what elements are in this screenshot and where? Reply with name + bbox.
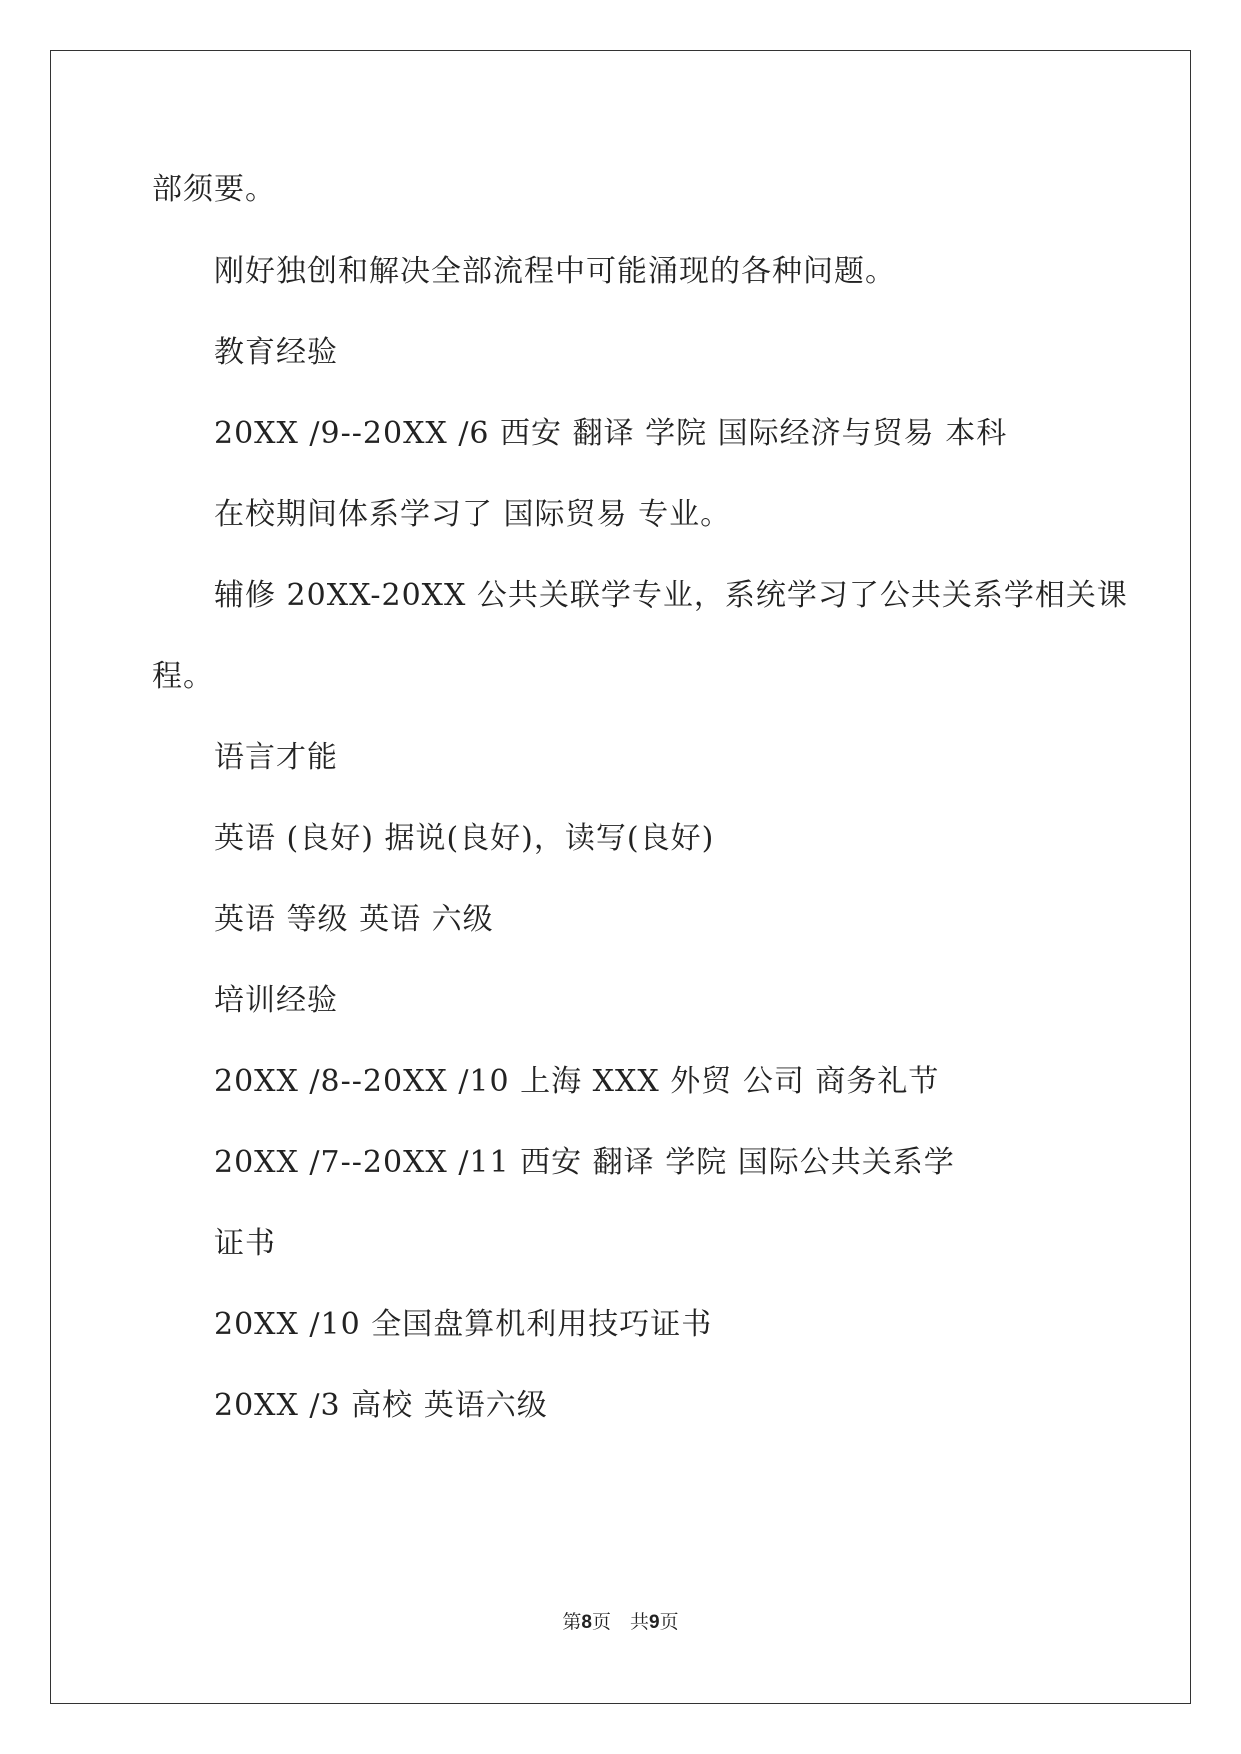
training-entry: 20XX /7--20XX /11 西安 翻译 学院 国际公共关系学: [214, 1145, 955, 1180]
footer-middle: 页 共: [591, 1611, 649, 1633]
language-skill: 英语 (良好) 据说(良好)，读写(良好): [214, 821, 715, 856]
minor-study-continuation: 程。: [152, 659, 214, 694]
paragraph-continuation: 部须要。: [152, 172, 276, 207]
education-entry: 20XX /9--20XX /6 西安 翻译 学院 国际经济与贸易 本科: [214, 416, 1008, 451]
section-heading-language: 语言才能: [214, 740, 338, 775]
minor-study-line: 辅修 20XX-20XX 公共关联学专业，系统学习了公共关系学相关课: [214, 578, 1128, 613]
training-entry: 20XX /8--20XX /10 上海 XXX 外贸 公司 商务礼节: [214, 1064, 940, 1099]
language-level: 英语 等级 英语 六级: [214, 902, 494, 937]
page-footer: [0, 1610, 1241, 1635]
section-heading-education: 教育经验: [214, 335, 338, 370]
footer-suffix: 页: [659, 1611, 679, 1633]
paragraph-text: 刚好独创和解决全部流程中可能涌现的各种问题。: [214, 254, 896, 289]
total-pages-number: 9: [649, 1612, 660, 1633]
education-detail: 在校期间体系学习了 国际贸易 专业。: [214, 497, 732, 532]
footer-prefix: 第: [562, 1611, 582, 1633]
certificate-entry: 20XX /3 高校 英语六级: [214, 1388, 548, 1423]
current-page-number: 8: [581, 1612, 592, 1633]
section-heading-certificates: 证书: [214, 1226, 276, 1261]
section-heading-training: 培训经验: [214, 983, 338, 1018]
certificate-entry: 20XX /10 全国盘算机利用技巧证书: [214, 1307, 713, 1342]
page-border: [50, 50, 1191, 1704]
